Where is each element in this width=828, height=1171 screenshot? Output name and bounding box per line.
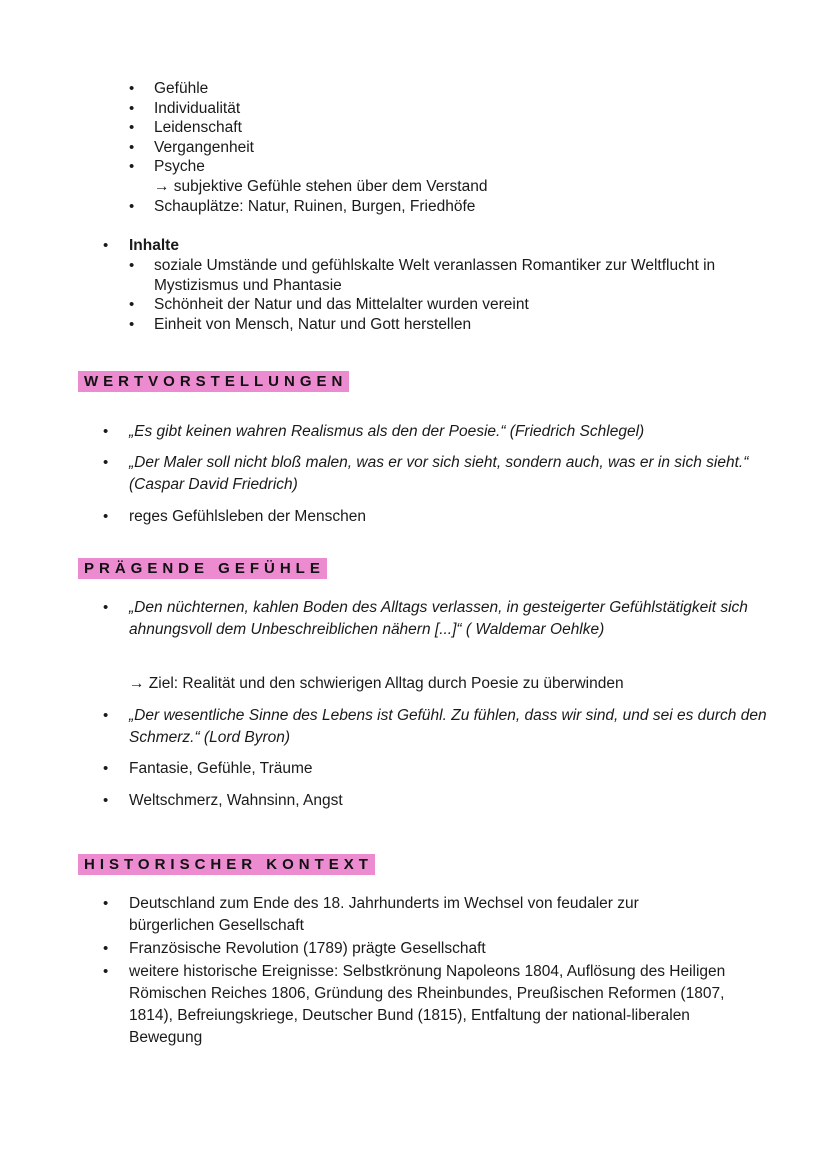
bullet: • [103, 792, 109, 809]
bullet: • [129, 138, 135, 156]
bullet: • [103, 707, 109, 724]
bullet: • [129, 119, 135, 137]
inhalte-section [0, 236, 828, 334]
list-item: • Individualität [129, 99, 241, 117]
bullet: • [103, 454, 109, 471]
list-item: • Französische Revolution (1789) prägte Gesellschaft [0, 938, 769, 960]
list-item: • Leidenschaft [129, 119, 242, 137]
bullet: • [103, 508, 109, 525]
list-item: • Schauplätze: Natur, Ruinen, Burgen, Friedhöfe [129, 197, 476, 215]
quote-byron: • „Der wesentliche Sinne des Lebens ist Gefühl. Zu fühlen, dass wir sind, und sei es durch den Schmerz.“ (Lord Byron) [103, 707, 767, 746]
list-item: • Weltschmerz, Wahnsinn, Angst [0, 790, 769, 812]
list-item: • reges Gefühlsleben der Menschen [0, 506, 769, 528]
bullet: • [103, 423, 109, 440]
top-list [0, 79, 828, 216]
bullet: • [103, 237, 109, 254]
section-heading-kontext: HISTORISCHER KONTEXT [78, 854, 375, 875]
bullet: • [103, 599, 109, 616]
bullet: • [129, 80, 135, 97]
bullet: • [103, 963, 109, 980]
bullet: • [103, 760, 109, 777]
bullet: • [129, 99, 135, 117]
quote-oehlke: • „Den nüchternen, kahlen Boden des Alltags verlassen, in gesteigerter Gefühlstätigkeit sich ahnungsvoll dem Unbeschreiblichen nähern [...]“ ( Waldemar Oehlke) [103, 599, 748, 638]
list-item: • Fantasie, Gefühle, Träume [0, 758, 769, 780]
list-item: • soziale Umstände und gefühlskalte Welt veranlassen Romantiker zur Weltflucht in Mystizismus und Phantasie [129, 257, 716, 294]
bullet: • [103, 940, 109, 957]
bullet: • [129, 257, 135, 274]
section-heading-wertvorstellungen: WERTVORSTELLUNGEN [78, 371, 349, 392]
quote-schlegel: • „Es gibt keinen wahren Realismus als den der Poesie.“ (Friedrich Schlegel) [0, 421, 769, 443]
psyche-note: → subjektive Gefühle stehen über dem Verstand [154, 177, 488, 195]
list-item: • Einheit von Mensch, Natur und Gott herstellen [129, 315, 472, 333]
list-item: • Vergangenheit [129, 138, 254, 156]
list-item: • weitere historische Ereignisse: Selbstkrönung Napoleons 1804, Auflösung des Heiligen Römischen Reiches 1806, Gründung des Rheinbundes, Preußischen Reformen (1807, 1814), Befreiungskriege, Deutscher Bund (1815), Entfaltung der national-liberalen Bewegung [103, 963, 726, 1046]
inhalte-title: Inhalte [129, 237, 179, 254]
ziel-note: → Ziel: Realität und den schwierigen Alltag durch Poesie zu überwinden [129, 675, 624, 692]
bullet: • [129, 296, 135, 314]
section-heading-gefuehle: PRÄGENDE GEFÜHLE [78, 558, 327, 579]
list-item: • Psyche [129, 158, 205, 176]
bullet: • [129, 315, 135, 333]
bullet: • [129, 158, 135, 176]
bullet: • [129, 197, 135, 215]
inhalte-item [0, 236, 828, 256]
list-item: • Gefühle [129, 80, 209, 97]
bullet: • [103, 895, 109, 912]
quote-friedrich: • „Der Maler soll nicht bloß malen, was er vor sich sieht, sondern auch, was er in sich sieht.“ (Caspar David Friedrich) [103, 454, 749, 493]
list-item: • Schönheit der Natur und das Mittelalter wurden vereint [129, 296, 529, 314]
list-item: • Deutschland zum Ende des 18. Jahrhunderts im Wechsel von feudaler zur bürgerlichen Gesellschaft [103, 895, 639, 934]
